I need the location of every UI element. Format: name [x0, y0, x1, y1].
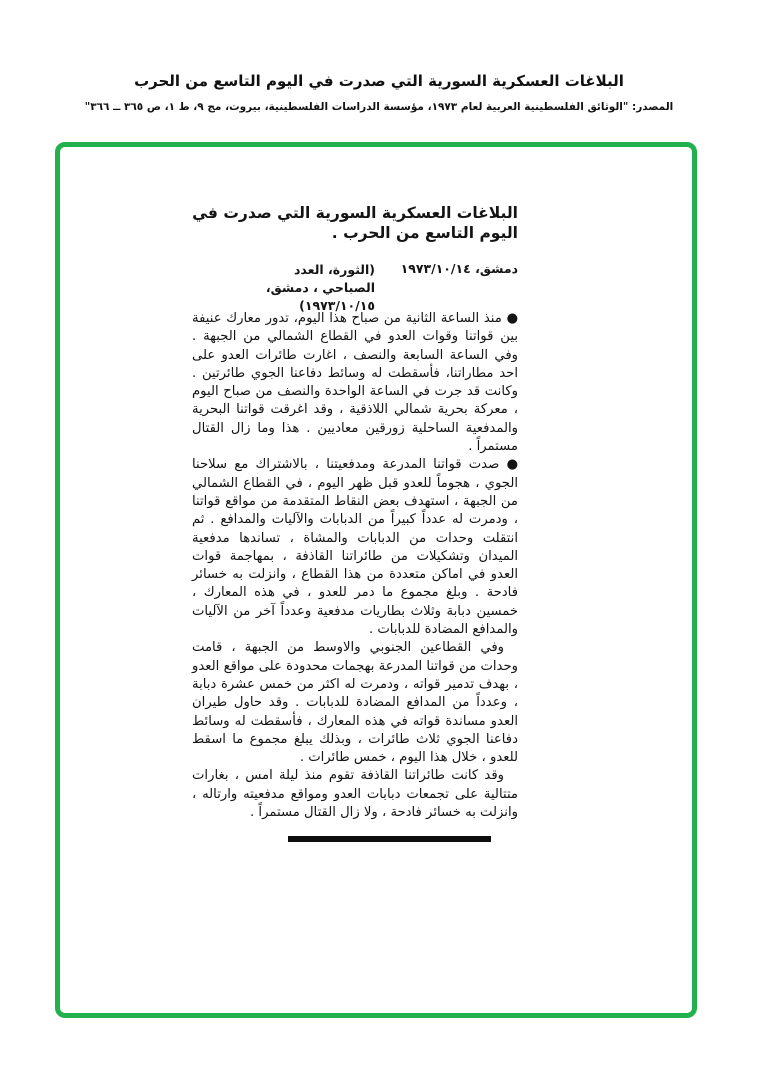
document-frame	[55, 142, 697, 1018]
source-citation-line: المصدر: "الوثائق الفلسطينية العربية لعام ١٩٧٣، مؤسسة الدراسات الفلسطينية، بيروت، مج ٩، ط ١، ص ٣٦٥ ــ ٣٦٦"	[84, 101, 674, 113]
paragraph-communique-4: وقد كانت طائراتنا القاذفة تقوم منذ ليلة امس ، بغارات متتالية على تجمعات دبابات العدو ومواقع مدفعيته وارتاله ، وانزلت به خسائر فادحة ، ولا زال القتال مستمراً .	[192, 768, 518, 821]
page-title: البلاغات العسكرية السورية التي صدرت في اليوم التاسع من الحرب	[134, 72, 624, 90]
dateline-place-date: دمشق، ١٩٧٣/١٠/١٤	[400, 261, 518, 276]
paragraph-communique-3: وفي القطاعين الجنوبي والاوسط من الجبهة ، قامت وحدات من قواتنا المدرعة بهجمات محدودة على مواقع العدو ، بهدف تدمير قواته ، ودمرت له اكثر من خمس عشرة دبابة ، وعدداً من المدافع المضادة للدبابات . وقد حاول طيران العدو مساندة قواته في هذه المعارك ، فأسقطت له وسائط دفاعنا الجوي ثلاث طائرات ، وبذلك يبلغ مجموع ما اسقط للعدو ، خلال هذا اليوم ، خمس طائرات .	[192, 640, 518, 766]
document-title: البلاغات العسكرية السورية التي صدرت في اليوم التاسع من الحرب .	[192, 204, 518, 242]
paragraph-communique-1: ● منذ الساعة الثانية من صباح هذا اليوم، تدور معارك عنيفة بين قواتنا وقوات العدو في القطاع الشمالي من الجبهة . وفي الساعة السابعة والنصف ، اغارت طائرات العدو على احد مطاراتنا، فأسقطت له وسائط دفاعنا الجوي طائرتين . وكانت قد جرت في الساعة الواحدة والنصف من صباح اليوم ، معركة بحرية شمالي اللاذقية ، وقد اغرقت قواتنا البحرية والمدفعية الساحلية زورقين معاديين . هذا وما زال القتال مستمراً .	[192, 311, 518, 455]
dateline-newspaper-citation: (الثورة، العدد الصباحي ، دمشق، ١٩٧٣/١٠/١٥)	[265, 262, 375, 313]
paragraph-communique-2: ● صدت قواتنا المدرعة ومدفعيتنا ، بالاشتراك مع سلاحنا الجوي ، هجوماً للعدو قبل ظهر اليوم ، في القطاع الشمالي من الجبهة ، استهدف بعض النقاط المتقدمة من مواقع قواتنا ، ودمرت له عدداً كبيراً من الدبابات والآليات والمدافع . ثم انتقلت وحدات من الدبابات والمشاة ، تساندها مدفعية الميدان وتشكيلات من طائراتنا القاذفة ، بمهاجمة قوات العدو في اماكن متعددة من هذا القطاع ، وانزلت به خسائر فادحة . وبلغ مجموع ما دمر للعدو ، في هذه المعارك ، خمسين دبابة وثلاث بطاريات مدفعية وعدداً آخر من الآليات والمدافع المضادة للدبابات .	[192, 457, 518, 638]
end-divider-bar	[288, 836, 491, 842]
document-body	[192, 203, 518, 842]
dateline	[192, 261, 518, 313]
